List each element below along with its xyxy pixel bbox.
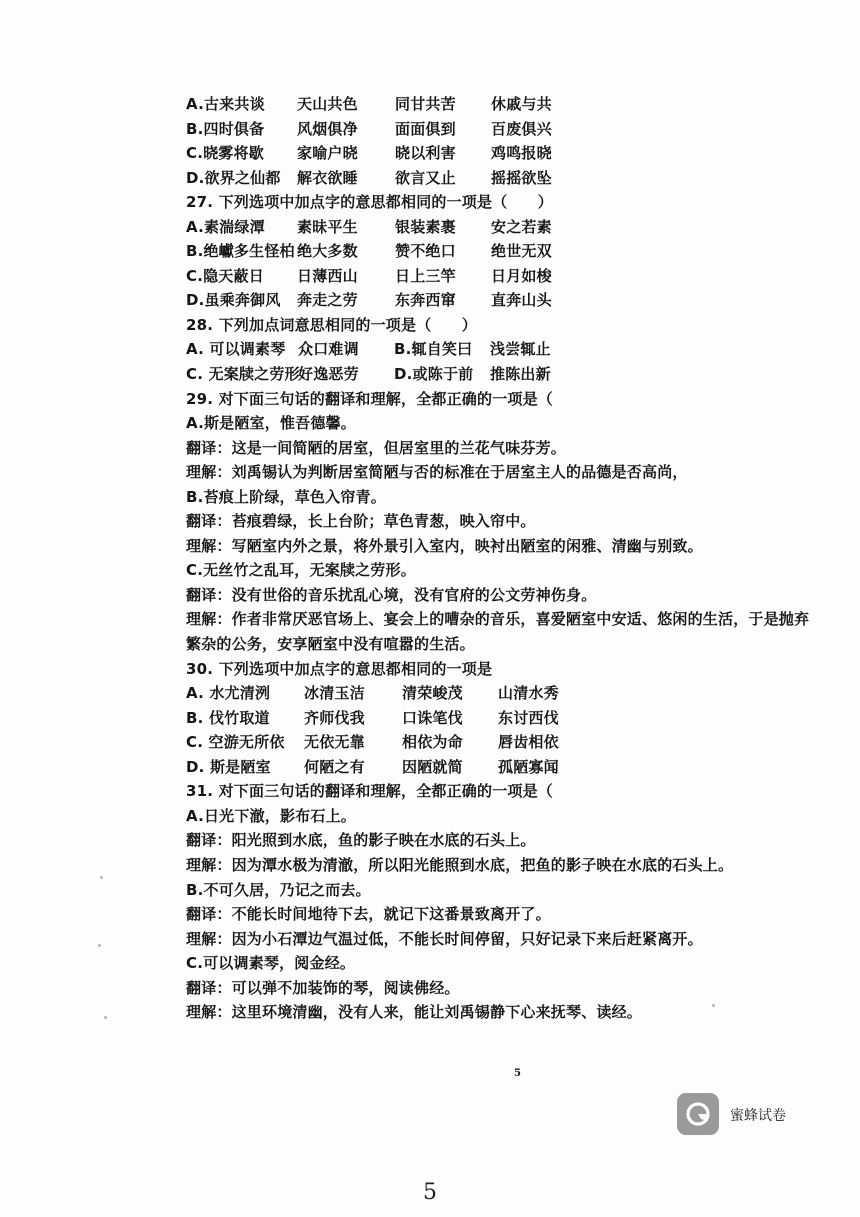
option-row bbox=[186, 117, 846, 142]
q31-line: C.可以调素琴，阅金经。 bbox=[186, 954, 356, 973]
option-row bbox=[186, 264, 846, 289]
question-27: 27. 下列选项中加点字的意思都相同的一项是（ ） bbox=[186, 193, 553, 212]
option-cell: 解衣欲睡 bbox=[297, 168, 358, 187]
option-cell: 众口难调 bbox=[298, 340, 359, 359]
q31-line: 理解：这里环境清幽，没有人来，能让刘禹锡静下心来抚琴、读经。 bbox=[186, 1003, 643, 1022]
option-cell: 口诛笔伐 bbox=[402, 708, 463, 727]
scan-speck bbox=[104, 1016, 107, 1019]
q29-line: B.苔痕上阶绿，草色入帘青。 bbox=[186, 487, 386, 506]
q31-line: 翻译：阳光照到水底，鱼的影子映在水底的石头上。 bbox=[186, 831, 536, 850]
option-cell: 齐师伐我 bbox=[304, 708, 365, 727]
option-cell: 家喻户晓 bbox=[297, 144, 358, 163]
option-cell: 清荣峻茂 bbox=[402, 684, 463, 703]
option-cell: 东奔西窜 bbox=[395, 291, 456, 310]
q29-body bbox=[186, 411, 846, 656]
option-cell: 因陋就简 bbox=[402, 757, 463, 776]
option-cell: C.晓雾将歇 bbox=[186, 144, 264, 163]
option-cell: 素昧平生 bbox=[297, 217, 358, 236]
option-cell: B.四时俱备 bbox=[186, 119, 265, 138]
option-row bbox=[186, 337, 846, 362]
option-cell: 相依为命 bbox=[402, 733, 463, 752]
question-30: 30. 下列选项中加点字的意思都相同的一项是 bbox=[186, 659, 493, 678]
option-cell: 山清水秀 bbox=[498, 684, 559, 703]
q30-options bbox=[186, 681, 846, 779]
option-row bbox=[186, 681, 846, 706]
option-cell: 直奔山头 bbox=[491, 291, 552, 310]
option-cell: 同甘共苦 bbox=[395, 95, 456, 113]
option-cell: D. 斯是陋室 bbox=[186, 757, 271, 776]
option-cell: B. 伐竹取道 bbox=[186, 708, 270, 727]
q31-line: 翻译：不能长时间地待下去，就记下这番景致离开了。 bbox=[186, 905, 551, 924]
option-cell: 天山共色 bbox=[297, 95, 358, 113]
option-cell: 休戚与共 bbox=[491, 95, 552, 113]
q29-line: A.斯是陋室，惟吾德馨。 bbox=[186, 414, 356, 433]
option-cell: 晓以利害 bbox=[395, 144, 456, 163]
option-cell: 百废俱兴 bbox=[491, 119, 552, 138]
page-number: 5 bbox=[423, 1180, 437, 1205]
option-cell: 推陈出新 bbox=[490, 365, 551, 384]
option-cell: 浅尝辄止 bbox=[490, 340, 551, 359]
scan-speck bbox=[98, 944, 101, 947]
scan-speck bbox=[100, 876, 103, 879]
option-cell: 面面俱到 bbox=[395, 119, 456, 138]
option-cell: B.辄自笑曰 bbox=[394, 340, 473, 359]
option-cell: 鸡鸣报晓 bbox=[491, 144, 552, 163]
option-row bbox=[186, 362, 846, 387]
option-cell: 孤陋寡闻 bbox=[498, 757, 559, 776]
q27-options bbox=[186, 215, 846, 313]
option-cell: 奔走之劳 bbox=[297, 291, 358, 310]
option-row bbox=[186, 730, 846, 755]
option-cell: C. 无案牍之劳形 bbox=[186, 365, 300, 384]
option-cell: A.古来共谈 bbox=[186, 95, 265, 113]
question-31: 31. 对下面三句话的翻译和理解，全都正确的一项是（ bbox=[186, 782, 553, 801]
q31-line: 理解：因为潭水极为清澈，所以阳光能照到水底，把鱼的影子映在水底的石头上。 bbox=[186, 855, 734, 874]
option-cell: C.隐天蔽日 bbox=[186, 266, 264, 285]
scan-page-number: 5 bbox=[514, 1068, 521, 1079]
option-row bbox=[186, 755, 846, 780]
option-cell: 风烟俱净 bbox=[297, 119, 358, 138]
q31-line: B.不可久居，乃记之而去。 bbox=[186, 880, 371, 899]
q29-line: C.无丝竹之乱耳，无案牍之劳形。 bbox=[186, 561, 416, 580]
option-cell: 欲言又止 bbox=[395, 168, 456, 187]
bee-logo-icon bbox=[677, 1093, 719, 1135]
option-cell: 东讨西伐 bbox=[498, 708, 559, 727]
q28-options bbox=[186, 337, 846, 386]
option-cell: A.素湍绿潭 bbox=[186, 217, 265, 236]
q31-line: A.日光下澈，影布石上。 bbox=[186, 806, 356, 825]
option-cell: 赞不绝口 bbox=[395, 242, 456, 261]
option-cell: 绝大多数 bbox=[297, 242, 358, 261]
option-cell: 绝世无双 bbox=[491, 242, 552, 261]
option-cell: 何陋之有 bbox=[304, 757, 365, 776]
question-28: 28. 下列加点词意思相同的一项是（ ） bbox=[186, 315, 477, 334]
option-row bbox=[186, 239, 846, 264]
option-row bbox=[186, 288, 846, 313]
option-cell: C. 空游无所依 bbox=[186, 733, 285, 752]
scan-speck bbox=[712, 1004, 715, 1007]
option-cell: 无依无靠 bbox=[304, 733, 365, 752]
q29-line: 繁杂的公务，安享陋室中没有喧嚣的生活。 bbox=[186, 635, 475, 654]
q29-line: 理解：作者非常厌恶官场上、宴会上的嘈杂的音乐，喜爱陋室中安适、悠闲的生活，于是抛弃 bbox=[186, 610, 810, 629]
q31-line: 理解：因为小石潭边气温过低，不能长时间停留，只好记录下来后赶紧离开。 bbox=[186, 929, 703, 948]
q29-line: 翻译：这是一间简陋的居室，但居室里的兰花气味芬芳。 bbox=[186, 438, 567, 457]
q29-line: 理解：写陋室内外之景，将外景引入室内，映衬出陋室的闲雅、清幽与别致。 bbox=[186, 536, 703, 555]
q29-line: 翻译：苔痕碧绿，长上台阶；草色青葱，映入帘中。 bbox=[186, 512, 536, 531]
option-cell: 好逸恶劳 bbox=[298, 365, 359, 384]
option-cell: 日上三竿 bbox=[395, 266, 456, 285]
option-row bbox=[186, 166, 846, 191]
option-row bbox=[186, 141, 846, 166]
q31-line: 翻译：可以弹不加装饰的琴，阅读佛经。 bbox=[186, 978, 460, 997]
option-row bbox=[186, 92, 846, 117]
option-cell: D.虽乘奔御风 bbox=[186, 291, 281, 310]
q29-line: 翻译：没有世俗的音乐扰乱心境，没有官府的公文劳神伤身。 bbox=[186, 585, 597, 604]
option-cell: D.欲界之仙都 bbox=[186, 168, 281, 187]
option-cell: 冰清玉洁 bbox=[304, 684, 365, 703]
q31-body bbox=[186, 804, 846, 1025]
option-cell: 日月如梭 bbox=[491, 266, 552, 285]
option-cell: 唇齿相依 bbox=[498, 733, 559, 752]
option-cell: 银装素裹 bbox=[395, 217, 456, 236]
option-row bbox=[186, 215, 846, 240]
option-cell: B.绝巘多生怪柏 bbox=[186, 242, 295, 261]
option-cell: A. 可以调素琴 bbox=[186, 340, 286, 359]
exam-content bbox=[186, 92, 846, 1025]
option-cell: A. 水尤清洌 bbox=[186, 684, 271, 703]
brand-label: 蜜蜂试卷 bbox=[730, 1108, 786, 1124]
q26-options bbox=[186, 92, 846, 190]
option-cell: 安之若素 bbox=[491, 217, 552, 236]
option-cell: D.或陈于前 bbox=[394, 365, 474, 384]
q29-line: 理解：刘禹锡认为判断居室简陋与否的标准在于居室主人的品德是否高尚， bbox=[186, 463, 688, 482]
question-29: 29. 对下面三句话的翻译和理解，全都正确的一项是（ bbox=[186, 389, 553, 408]
option-cell: 摇摇欲坠 bbox=[491, 168, 552, 187]
option-cell: 日薄西山 bbox=[297, 266, 358, 285]
option-row bbox=[186, 706, 846, 731]
